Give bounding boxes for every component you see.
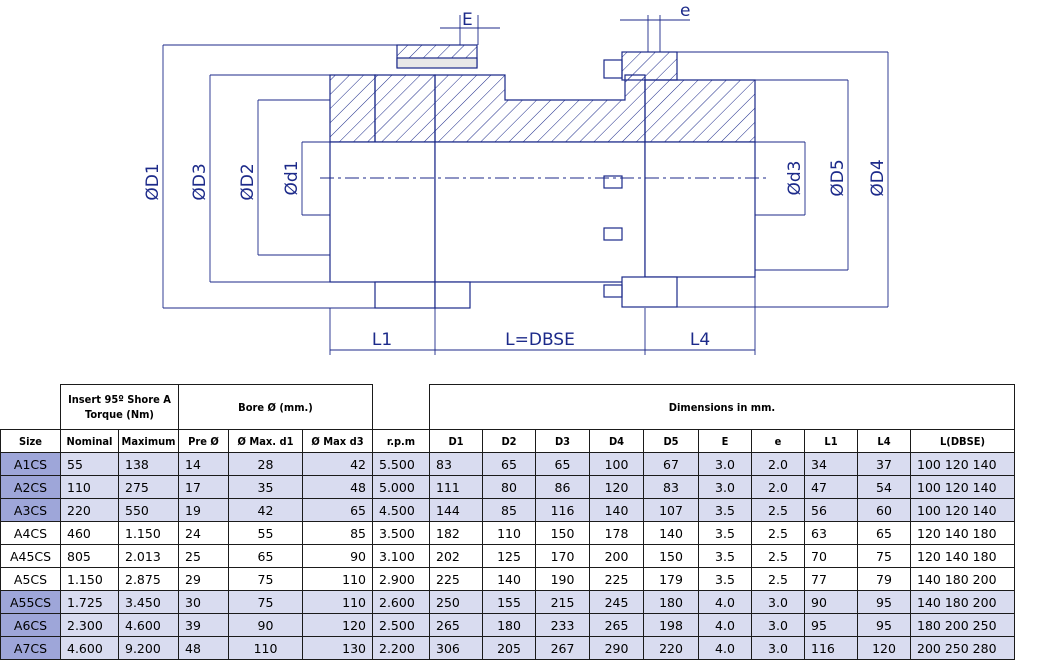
coupling-outline bbox=[330, 45, 755, 308]
cell-L: 140 180 200 bbox=[911, 591, 1015, 614]
dim-L-label: L=DBSE bbox=[505, 330, 575, 350]
cell-maxd1: 75 bbox=[229, 568, 303, 591]
cell-maxd3: 110 bbox=[303, 591, 373, 614]
table-row bbox=[1, 637, 1015, 660]
cell-maxd1: 42 bbox=[229, 499, 303, 522]
cell-E: 3.0 bbox=[699, 453, 752, 476]
column-header-row bbox=[1, 430, 1015, 453]
cell-maximum: 9.200 bbox=[119, 637, 179, 660]
dim-D2-label: ØD2 bbox=[238, 163, 258, 201]
cell-D3: 190 bbox=[536, 568, 590, 591]
cell-D2: 155 bbox=[483, 591, 536, 614]
cell-rpm: 3.100 bbox=[373, 545, 430, 568]
cell-maxd3: 110 bbox=[303, 568, 373, 591]
cell-L1: 77 bbox=[805, 568, 858, 591]
cell-L4: 75 bbox=[858, 545, 911, 568]
cell-pre: 19 bbox=[179, 499, 229, 522]
cell-D4: 100 bbox=[590, 453, 644, 476]
cell-e: 3.0 bbox=[752, 614, 805, 637]
cell-rpm: 2.200 bbox=[373, 637, 430, 660]
cell-D2: 180 bbox=[483, 614, 536, 637]
cell-D1: 182 bbox=[430, 522, 483, 545]
cell-pre: 25 bbox=[179, 545, 229, 568]
column-header: Size bbox=[1, 430, 61, 453]
column-header: D5 bbox=[644, 430, 699, 453]
column-header: E bbox=[699, 430, 752, 453]
cell-L4: 37 bbox=[858, 453, 911, 476]
cell-D5: 140 bbox=[644, 522, 699, 545]
cell-maxd1: 110 bbox=[229, 637, 303, 660]
cell-L4: 65 bbox=[858, 522, 911, 545]
column-header: D1 bbox=[430, 430, 483, 453]
cell-D5: 198 bbox=[644, 614, 699, 637]
cell-L1: 95 bbox=[805, 614, 858, 637]
cell-D2: 110 bbox=[483, 522, 536, 545]
group-header-row bbox=[1, 385, 1015, 430]
cell-maximum: 1.150 bbox=[119, 522, 179, 545]
cell-nominal: 220 bbox=[61, 499, 119, 522]
cell-E: 4.0 bbox=[699, 591, 752, 614]
cell-D1: 111 bbox=[430, 476, 483, 499]
cell-nominal: 110 bbox=[61, 476, 119, 499]
table-row bbox=[1, 453, 1015, 476]
cell-maxd3: 85 bbox=[303, 522, 373, 545]
cell-size: A1CS bbox=[1, 453, 61, 476]
column-header: Ø Max d3 bbox=[303, 430, 373, 453]
cell-D1: 306 bbox=[430, 637, 483, 660]
cell-L4: 95 bbox=[858, 614, 911, 637]
cell-maxd3: 130 bbox=[303, 637, 373, 660]
cell-size: A5CS bbox=[1, 568, 61, 591]
cell-L: 140 180 200 bbox=[911, 568, 1015, 591]
dim-L1-label: L1 bbox=[371, 330, 393, 350]
cell-L1: 116 bbox=[805, 637, 858, 660]
cell-D2: 140 bbox=[483, 568, 536, 591]
dim-d1-label: Ød1 bbox=[282, 160, 302, 196]
dim-D1-label: ØD1 bbox=[143, 163, 163, 201]
cell-maxd3: 120 bbox=[303, 614, 373, 637]
dim-D3-label: ØD3 bbox=[190, 163, 210, 201]
table-row bbox=[1, 522, 1015, 545]
dimensions-table bbox=[0, 384, 1015, 660]
cell-D1: 225 bbox=[430, 568, 483, 591]
cell-L4: 60 bbox=[858, 499, 911, 522]
column-header: Maximum bbox=[119, 430, 179, 453]
cell-D1: 144 bbox=[430, 499, 483, 522]
cell-size: A3CS bbox=[1, 499, 61, 522]
cell-pre: 39 bbox=[179, 614, 229, 637]
cell-D5: 150 bbox=[644, 545, 699, 568]
dim-D4-label: ØD4 bbox=[868, 159, 888, 197]
cell-L4: 54 bbox=[858, 476, 911, 499]
cell-D1: 202 bbox=[430, 545, 483, 568]
cell-e: 2.5 bbox=[752, 545, 805, 568]
cell-nominal: 2.300 bbox=[61, 614, 119, 637]
dim-L4-label: L4 bbox=[689, 330, 711, 350]
cell-e: 2.5 bbox=[752, 568, 805, 591]
cell-L1: 34 bbox=[805, 453, 858, 476]
cell-nominal: 1.150 bbox=[61, 568, 119, 591]
table-row bbox=[1, 568, 1015, 591]
cell-maximum: 550 bbox=[119, 499, 179, 522]
cell-E: 4.0 bbox=[699, 637, 752, 660]
cell-D3: 233 bbox=[536, 614, 590, 637]
column-header: L4 bbox=[858, 430, 911, 453]
cell-D2: 65 bbox=[483, 453, 536, 476]
cell-maxd3: 65 bbox=[303, 499, 373, 522]
cell-nominal: 460 bbox=[61, 522, 119, 545]
cell-rpm: 4.500 bbox=[373, 499, 430, 522]
cell-D3: 116 bbox=[536, 499, 590, 522]
column-header: Ø Max. d1 bbox=[229, 430, 303, 453]
cell-D1: 265 bbox=[430, 614, 483, 637]
cell-maxd3: 90 bbox=[303, 545, 373, 568]
cell-L: 120 140 180 bbox=[911, 545, 1015, 568]
dim-E-label: E bbox=[462, 10, 473, 30]
cell-size: A2CS bbox=[1, 476, 61, 499]
cell-pre: 14 bbox=[179, 453, 229, 476]
cell-E: 3.5 bbox=[699, 568, 752, 591]
cell-pre: 48 bbox=[179, 637, 229, 660]
cell-e: 2.0 bbox=[752, 476, 805, 499]
cell-maxd1: 65 bbox=[229, 545, 303, 568]
cell-D5: 67 bbox=[644, 453, 699, 476]
cell-L: 100 120 140 bbox=[911, 499, 1015, 522]
cell-maxd1: 55 bbox=[229, 522, 303, 545]
cell-D2: 80 bbox=[483, 476, 536, 499]
cell-D1: 83 bbox=[430, 453, 483, 476]
table-row bbox=[1, 476, 1015, 499]
cell-L4: 79 bbox=[858, 568, 911, 591]
cell-rpm: 2.900 bbox=[373, 568, 430, 591]
cell-D5: 180 bbox=[644, 591, 699, 614]
column-header: L(DBSE) bbox=[911, 430, 1015, 453]
cell-maxd1: 75 bbox=[229, 591, 303, 614]
cell-maximum: 3.450 bbox=[119, 591, 179, 614]
cell-L1: 56 bbox=[805, 499, 858, 522]
cell-D4: 200 bbox=[590, 545, 644, 568]
empty-cell bbox=[1, 385, 61, 430]
cell-D2: 85 bbox=[483, 499, 536, 522]
cell-maximum: 2.875 bbox=[119, 568, 179, 591]
cell-rpm: 2.600 bbox=[373, 591, 430, 614]
cell-L1: 47 bbox=[805, 476, 858, 499]
cell-D3: 267 bbox=[536, 637, 590, 660]
table-row bbox=[1, 614, 1015, 637]
cell-D1: 250 bbox=[430, 591, 483, 614]
cell-L1: 70 bbox=[805, 545, 858, 568]
cell-e: 2.5 bbox=[752, 499, 805, 522]
cell-D2: 205 bbox=[483, 637, 536, 660]
cell-rpm: 3.500 bbox=[373, 522, 430, 545]
cell-D5: 107 bbox=[644, 499, 699, 522]
cell-D3: 170 bbox=[536, 545, 590, 568]
cell-D4: 245 bbox=[590, 591, 644, 614]
cell-maxd3: 42 bbox=[303, 453, 373, 476]
cell-maximum: 275 bbox=[119, 476, 179, 499]
cell-maximum: 138 bbox=[119, 453, 179, 476]
column-header: r.p.m bbox=[373, 430, 430, 453]
column-header: D3 bbox=[536, 430, 590, 453]
cell-nominal: 4.600 bbox=[61, 637, 119, 660]
cell-nominal: 1.725 bbox=[61, 591, 119, 614]
cell-D4: 225 bbox=[590, 568, 644, 591]
cell-rpm: 5.500 bbox=[373, 453, 430, 476]
cell-pre: 17 bbox=[179, 476, 229, 499]
cell-D3: 86 bbox=[536, 476, 590, 499]
cell-nominal: 55 bbox=[61, 453, 119, 476]
cell-L: 100 120 140 bbox=[911, 453, 1015, 476]
cell-D2: 125 bbox=[483, 545, 536, 568]
cell-E: 3.0 bbox=[699, 476, 752, 499]
cell-L: 100 120 140 bbox=[911, 476, 1015, 499]
cell-D4: 290 bbox=[590, 637, 644, 660]
column-header: L1 bbox=[805, 430, 858, 453]
cell-D5: 179 bbox=[644, 568, 699, 591]
cell-e: 3.0 bbox=[752, 591, 805, 614]
column-header: Nominal bbox=[61, 430, 119, 453]
dim-d3-label: Ød3 bbox=[785, 160, 805, 196]
dimensions-header: Dimensions in mm. bbox=[430, 385, 1015, 430]
cell-D5: 220 bbox=[644, 637, 699, 660]
cell-maxd1: 28 bbox=[229, 453, 303, 476]
bore-header: Bore Ø (mm.) bbox=[179, 385, 373, 430]
cell-size: A7CS bbox=[1, 637, 61, 660]
cell-maximum: 4.600 bbox=[119, 614, 179, 637]
table-body bbox=[1, 453, 1015, 660]
cell-size: A4CS bbox=[1, 522, 61, 545]
cell-pre: 24 bbox=[179, 522, 229, 545]
cell-rpm: 5.000 bbox=[373, 476, 430, 499]
table-row bbox=[1, 591, 1015, 614]
cell-maxd3: 48 bbox=[303, 476, 373, 499]
cell-E: 4.0 bbox=[699, 614, 752, 637]
cell-e: 2.0 bbox=[752, 453, 805, 476]
cell-maximum: 2.013 bbox=[119, 545, 179, 568]
table-row bbox=[1, 499, 1015, 522]
column-header: e bbox=[752, 430, 805, 453]
cell-pre: 29 bbox=[179, 568, 229, 591]
cell-L: 180 200 250 bbox=[911, 614, 1015, 637]
cell-e: 2.5 bbox=[752, 522, 805, 545]
cell-D5: 83 bbox=[644, 476, 699, 499]
cell-size: A6CS bbox=[1, 614, 61, 637]
dim-e-label: e bbox=[680, 1, 691, 21]
cell-E: 3.5 bbox=[699, 499, 752, 522]
column-header: D4 bbox=[590, 430, 644, 453]
cell-D4: 178 bbox=[590, 522, 644, 545]
dim-D5-label: ØD5 bbox=[828, 159, 848, 197]
cell-E: 3.5 bbox=[699, 522, 752, 545]
cell-L: 120 140 180 bbox=[911, 522, 1015, 545]
cell-e: 3.0 bbox=[752, 637, 805, 660]
column-header: Pre Ø bbox=[179, 430, 229, 453]
cell-size: A45CS bbox=[1, 545, 61, 568]
column-header: D2 bbox=[483, 430, 536, 453]
cell-L: 200 250 280 bbox=[911, 637, 1015, 660]
cell-L1: 90 bbox=[805, 591, 858, 614]
cell-L4: 120 bbox=[858, 637, 911, 660]
cell-L1: 63 bbox=[805, 522, 858, 545]
cell-E: 3.5 bbox=[699, 545, 752, 568]
cell-maxd1: 90 bbox=[229, 614, 303, 637]
cell-size: A55CS bbox=[1, 591, 61, 614]
cell-nominal: 805 bbox=[61, 545, 119, 568]
cell-D4: 120 bbox=[590, 476, 644, 499]
cell-D3: 65 bbox=[536, 453, 590, 476]
cell-pre: 30 bbox=[179, 591, 229, 614]
cell-D3: 150 bbox=[536, 522, 590, 545]
cell-D3: 215 bbox=[536, 591, 590, 614]
insert-torque-header: Insert 95º Shore A Torque (Nm) bbox=[61, 385, 179, 430]
table-row bbox=[1, 545, 1015, 568]
cell-maxd1: 35 bbox=[229, 476, 303, 499]
empty-cell bbox=[373, 385, 430, 430]
cell-D4: 140 bbox=[590, 499, 644, 522]
cell-rpm: 2.500 bbox=[373, 614, 430, 637]
cell-D4: 265 bbox=[590, 614, 644, 637]
cell-L4: 95 bbox=[858, 591, 911, 614]
